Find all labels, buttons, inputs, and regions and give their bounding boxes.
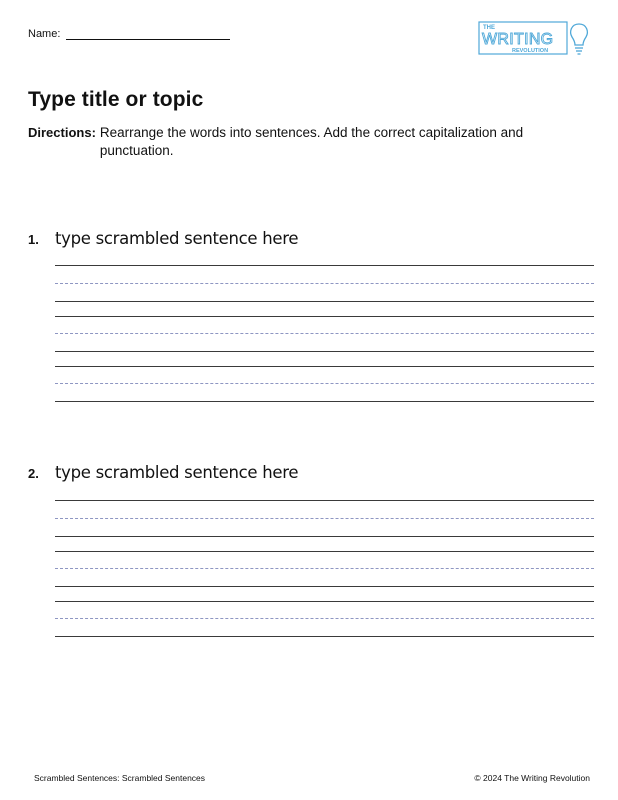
exercise-item-1 (28, 229, 594, 255)
name-field-row (28, 27, 230, 40)
logo-text-writing: WRITING (482, 31, 554, 48)
name-label: Name: (28, 28, 61, 40)
exercise-item-2 (28, 463, 594, 489)
name-write-line[interactable] (66, 27, 230, 40)
footer-worksheet-name: Scrambled Sentences: Scrambled Sentences (34, 773, 206, 783)
logo-text-the: THE (483, 25, 495, 31)
item-number: 2. (28, 466, 39, 481)
writing-revolution-logo (478, 18, 594, 58)
item-number: 1. (28, 232, 39, 247)
scrambled-sentence[interactable]: type scrambled sentence here (55, 463, 299, 482)
lightbulb-icon (571, 24, 588, 54)
logo-text-revolution: REVOLUTION (512, 48, 549, 54)
scrambled-sentence[interactable]: type scrambled sentence here (55, 229, 299, 248)
directions (28, 124, 593, 160)
directions-label: Directions: (28, 125, 96, 140)
directions-text: Rearrange the words into sentences. Add the correct capitalization and punctuation. (99, 125, 524, 158)
footer-copyright: © 2024 The Writing Revolution (474, 773, 590, 783)
worksheet-title[interactable]: Type title or topic (28, 88, 204, 111)
